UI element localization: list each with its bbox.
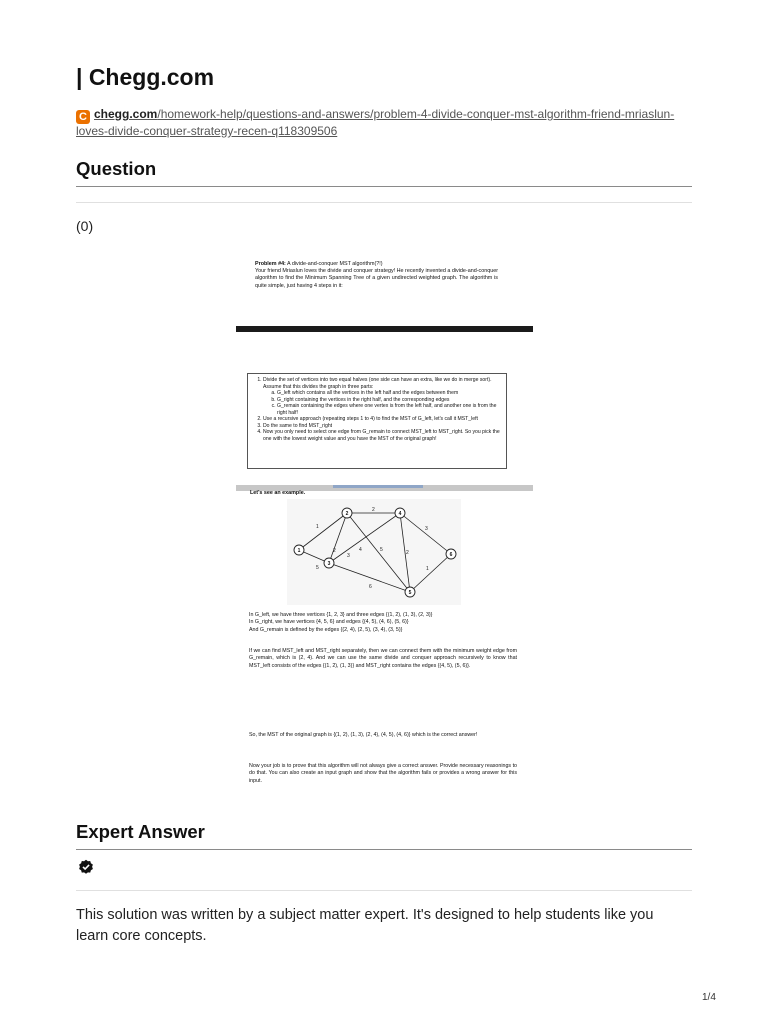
recursion-text: If we can find MST_left and MST_right separately, then we can connect them with the minimum weight edge from G_remain, which is (2, 4). And we can use the same divide and conquer approach recursively to know that MST_left consists of the edges {(1, 2), (1, 3)} and MST_right contains the edges {(4, 5), (5, 6)}. [249, 648, 517, 669]
task-text: Now your job is to prove that this algorithm will not always give a correct answer. Provide necessary reasonings to do that. You can also create an input graph and show that the algorithm fails or provides a wrong answer for this input. [249, 763, 517, 784]
question-subdivider [76, 202, 692, 203]
edge-weight-label: 4 [359, 547, 362, 553]
algorithm-steps-box [247, 373, 507, 469]
answer-divider [76, 849, 692, 850]
problem-title-rest: A divide-and-conquer MST algorithm(?!) [285, 261, 383, 267]
graph-edge [299, 513, 347, 550]
graph-edge [410, 554, 451, 592]
edge-weight-label: 1 [426, 566, 429, 572]
edge-weight-label: 2 [372, 507, 375, 513]
graph-edge [400, 513, 451, 554]
edge-weight-label: 3 [425, 526, 428, 532]
edge-weight-label: 2 [406, 550, 409, 556]
substep-item: b. G_right containing the vertices in the right half, and the corresponding edges [277, 397, 502, 404]
page-number: 1/4 [702, 992, 716, 1003]
graph-edge [329, 513, 347, 563]
source-url[interactable] [76, 107, 674, 138]
step-item: 4. Now you only need to select one edge from G_remain to connect MST_left to MST_right. So you pick the one with the lowest weight value and you have the MST of the original graph! [263, 429, 502, 442]
example-label: Let's see an example. [250, 490, 306, 496]
page-title: | Chegg.com [76, 64, 215, 90]
question-divider [76, 186, 692, 187]
edge-weight-label: 5 [380, 547, 383, 553]
graph-node-label: 1 [297, 548, 301, 554]
problem-intro [255, 261, 498, 290]
problem-title: Problem #4: [255, 261, 286, 267]
edge-weight-label: 5 [316, 565, 319, 571]
graph-node-label: 4 [398, 511, 402, 517]
chegg-c-icon: C [76, 110, 90, 124]
substep-item: a. G_left which contains all the vertices in the left half and the edges between them [277, 390, 502, 397]
image-separator-bar [236, 326, 533, 332]
edge-weight-label: 1 [316, 524, 319, 530]
graph-node-label: 3 [327, 561, 331, 567]
source-domain: chegg.com [94, 107, 158, 121]
graph-node-label: 6 [449, 552, 453, 558]
graph-node-label: 5 [408, 590, 412, 596]
mst-result-text: So, the MST of the original graph is {(1, 2), (1, 3), (2, 4), (4, 5), (4, 6)} which is the correct answer! [249, 732, 478, 738]
example-graph [287, 499, 461, 605]
image-toolbar-highlight [333, 485, 423, 488]
step-item: 1. Divide the set of vertices into two equal halves (one side can have an extra, like we do in merge sort). Assume that this divides the graph in three parts: a. G_left which contains all the vertices in the left half and the edges between them b. G_right containing the vertices in the right half, and the corresponding edges c. G_remain containing the edges where one vertex is from the left half, and another one is from the right half! [263, 377, 502, 416]
source-path: /homework-help/questions-and-answers/problem-4-divide-conquer-mst-algorithm-friend-mriaslun-loves-divide-conquer-strategy-recen-q118309506 [76, 107, 675, 138]
step-item: 2. Use a recursive approach (repeating steps 1 to 4) to find the MST of G_left, let's call it MST_left [263, 416, 502, 423]
edge-weight-label: 2 [333, 548, 336, 554]
graph-node-label: 2 [345, 511, 349, 517]
graph-edge [329, 513, 400, 563]
answer-count: (0) [76, 218, 94, 234]
example-line: In G_right, we have vertices {4, 5, 6} and edges {(4, 5), (4, 6), (5, 6)} [249, 619, 409, 626]
edge-weight-label: 3 [347, 553, 350, 559]
example-partition-text [249, 612, 517, 634]
substep-item: c. G_remain containing the edges where one vertex is from the left half, and another one is from the right half! [277, 403, 502, 416]
expert-answer-heading: Expert Answer [76, 821, 205, 842]
example-line: And G_remain is defined by the edges {(2, 4), (2, 5), (3, 4), (3, 5)} [249, 626, 403, 633]
step-item: 3. Do the same to find MST_right [263, 423, 502, 430]
edge-weight-label: 6 [369, 584, 372, 590]
expert-answer-text: This solution was written by a subject matter expert. It's designed to help students like you learn core concepts. [76, 907, 654, 944]
graph-edge [347, 513, 410, 592]
source-link-row[interactable] [76, 107, 696, 138]
problem-intro-text: Your friend Mriaslun loves the divide and conquer strategy! He recently invented a divide-and-conquer algorithm to find the Minimum Spanning Tree of a given undirected weighted graph. The algorithm is quite simple, just having 4 steps in it: [255, 268, 498, 289]
verified-badge-icon [78, 859, 94, 875]
question-heading: Question [76, 158, 157, 179]
example-line: In G_left, we have three vertices {1, 2, 3} and three edges {(1, 2), (1, 3), (2, 3)} [249, 612, 433, 618]
answer-subdivider [76, 890, 692, 891]
